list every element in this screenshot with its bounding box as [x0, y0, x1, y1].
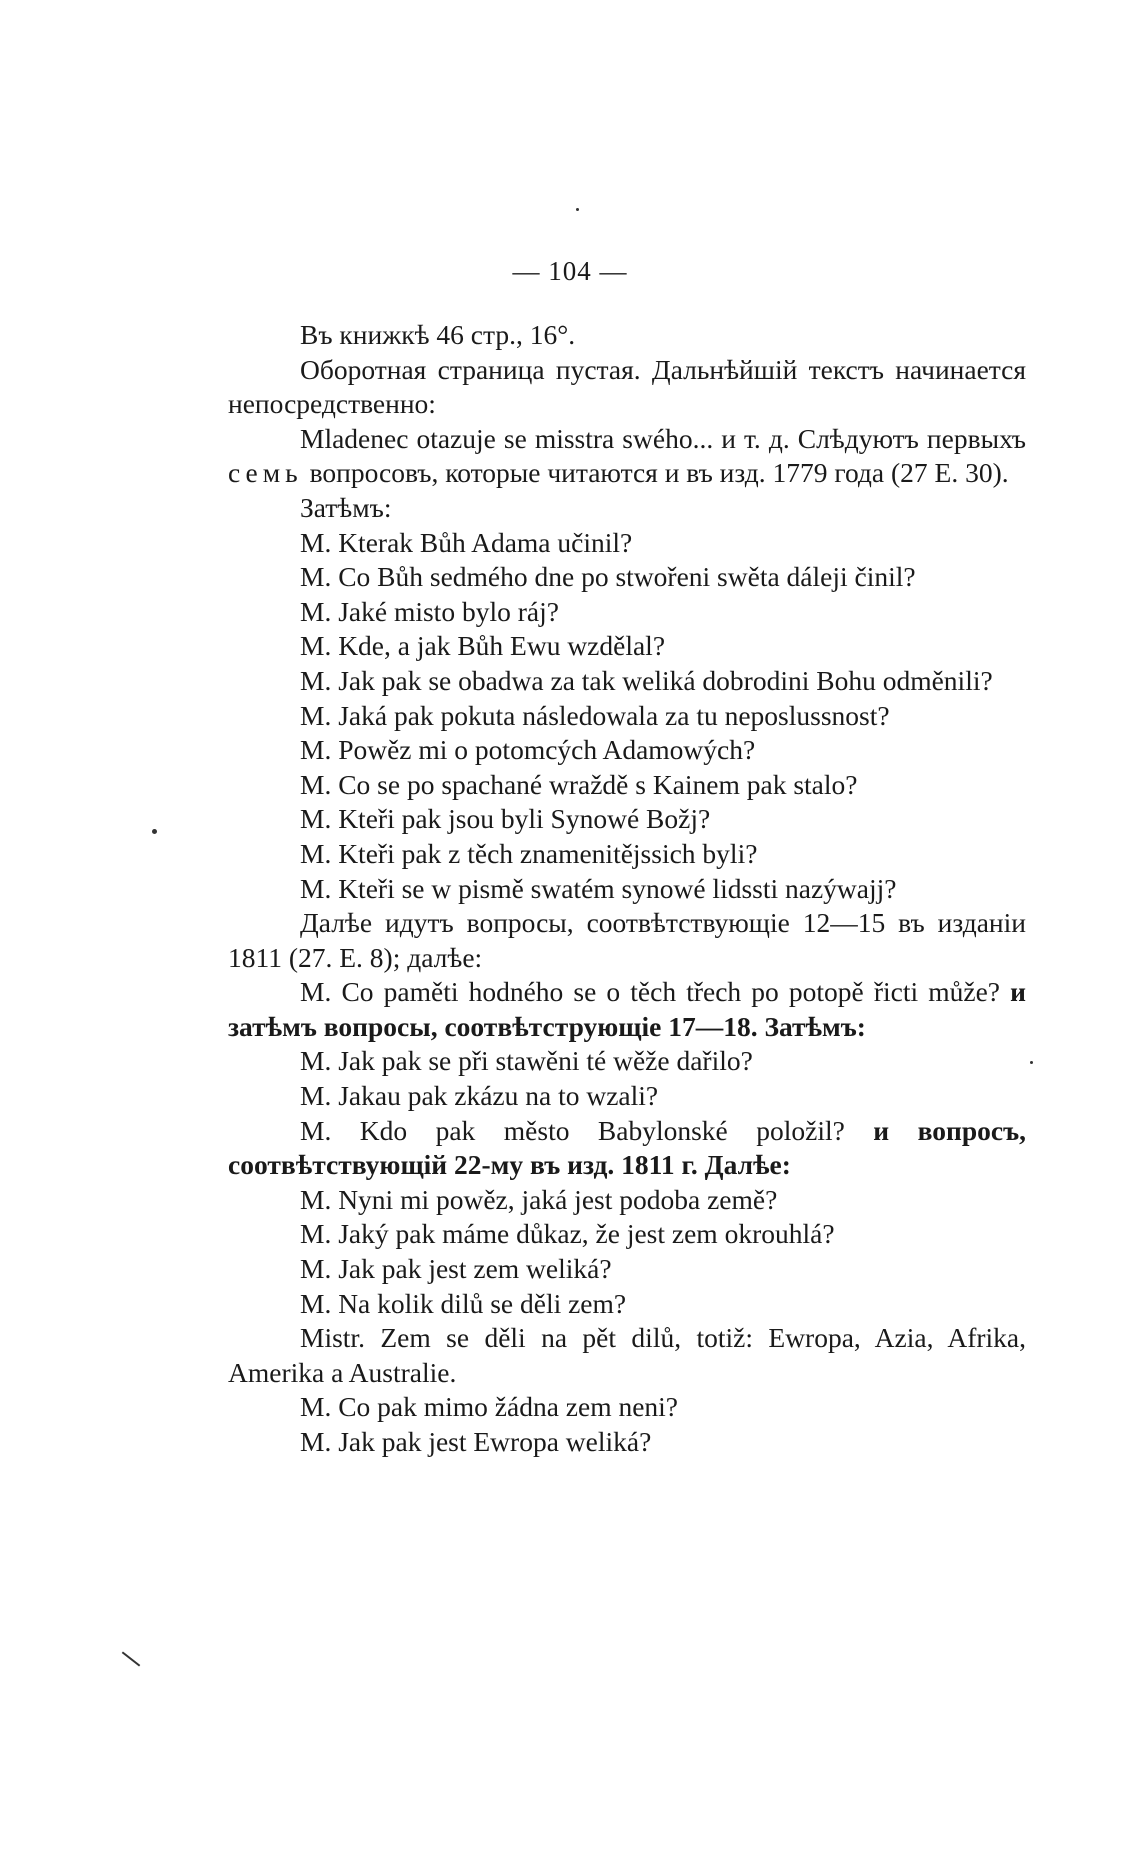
- question-line: M. Kteři pak jsou byli Synowé Božj?: [300, 803, 711, 835]
- bridge-tail: и затѣмъ вопросы, соотвѣтструющіе 17—18. Затѣмъ:: [228, 976, 1026, 1042]
- page-number: — 104 —: [512, 256, 628, 286]
- answer-paragraph: Mistr. Zem se děli na pět dilů, totiž: Ewropa, Azia, Afrika, Amerika a Australie.: [228, 1322, 1026, 1388]
- question-line: M. Kteři se w pismě swatém synowé lidssti nazýwajj?: [300, 872, 897, 904]
- intro-text-b: вопросовъ, которые читаются и въ изд. 1779 года (27 Е. 30).: [309, 457, 1009, 489]
- question-line-long: M. Jak pak se obadwa za tak weliká dobrodini Bohu odměnili?: [300, 664, 993, 696]
- question-line: M. Jak pak jest zem weliká?: [300, 1253, 612, 1285]
- question-line: M. Nyni mi powěz, jaká jest podoba země?: [300, 1183, 778, 1215]
- bridge-paragraph: Далѣе идутъ вопросы, соотвѣтствующіе 12—15 въ изданіи 1811 (27. Е. 8); далѣе:: [228, 907, 1026, 973]
- question-line: M. Co pak mimo žádna zem neni?: [300, 1391, 679, 1423]
- scan-speck: [152, 829, 157, 834]
- scan-mark: [122, 1651, 141, 1666]
- intro-text-a: Mladenec otazuje se misstra swého... и т. д. Слѣдуютъ первыхъ: [300, 422, 1026, 454]
- question-line: M. Jaká pak pokuta následowala za tu neposlussnost?: [300, 699, 890, 731]
- bridge-paragraph-2: [228, 975, 1026, 1044]
- question-line: M. Kteři pak z těch znamenitějssich byli?: [300, 837, 758, 869]
- question-line: M. Jak pak jest Ewropa weliká?: [300, 1426, 652, 1457]
- intro-paragraph: Оборотная страница пустая. Дальнѣйшій текстъ начинается непосредственно:: [228, 353, 1026, 420]
- bridge-question: M. Co paměti hodného se o těch třech po potopě řicti může?: [300, 976, 1001, 1008]
- question-line: M. Jak pak se při stawěni té wěže dařilo?: [300, 1045, 753, 1077]
- question-line: M. Jaký pak máme důkaz, že jest zem okrouhlá?: [300, 1218, 835, 1250]
- question-line: M. Kterak Bůh Adama učinil?: [300, 526, 633, 558]
- question-line: M. Jaké misto bylo ráj?: [300, 595, 559, 627]
- scan-speck: [1030, 1061, 1033, 1064]
- scan-speck: [576, 208, 579, 211]
- question-line: M. Kde, a jak Bůh Ewu wzdělal?: [300, 630, 666, 662]
- bridge-tail: и вопросъ, соотвѣтствующій 22-му въ изд. 1811 г. Далѣе:: [228, 1114, 1027, 1181]
- text-body: [228, 318, 1026, 1460]
- bridge-question: M. Kdo pak město Babylonské položil?: [300, 1114, 845, 1146]
- intro-paragraph-2: [228, 422, 1026, 491]
- intro-line: Въ книжкѣ 46 стр., 16°.: [300, 319, 576, 350]
- bridge-paragraph-3: [228, 1114, 1026, 1183]
- then-line: Затѣмъ:: [300, 491, 392, 523]
- question-line: M. Co Bůh sedmého dne po stwořeni swěta dáleji činil?: [300, 561, 916, 593]
- question-line: M. Jakau pak zkázu na to wzali?: [300, 1080, 659, 1112]
- question-line: M. Powěz mi o potomcých Adamowých?: [300, 734, 756, 766]
- question-line: M. Co se po spachané wraždě s Kainem pak stalo?: [300, 768, 858, 800]
- question-line: M. Na kolik dilů se děli zem?: [300, 1287, 627, 1319]
- spaced-word: семь: [228, 457, 303, 489]
